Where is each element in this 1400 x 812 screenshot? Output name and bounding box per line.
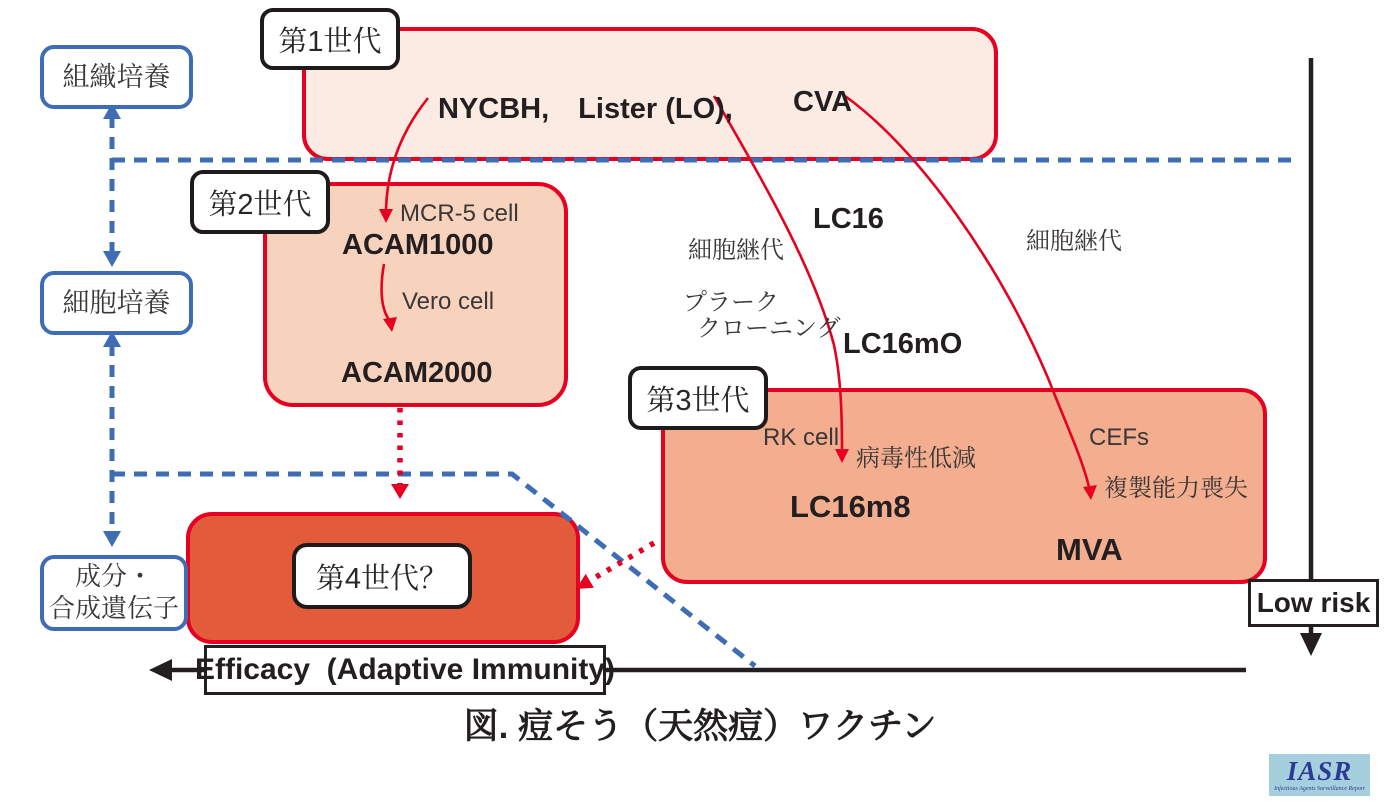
gen2-label	[190, 170, 330, 234]
gen4-label	[292, 543, 472, 609]
replication-loss-text: 複製能力喪失	[1104, 475, 1248, 502]
cell-passage-right-text: 細胞継代	[1026, 228, 1122, 255]
gen1-label-text: 第1世代	[278, 25, 382, 58]
tissue-culture-box	[40, 45, 193, 109]
arrowhead-left-icon	[149, 659, 172, 681]
efficacy-axis-text: Efficacy (Adaptive Immunity)	[194, 653, 616, 686]
cell-culture-text: 細胞培養	[62, 287, 171, 318]
component-line1: 成分・	[74, 561, 153, 592]
rk-cell-text: RK cell	[763, 424, 840, 451]
tissue-culture-text: 組織培養	[62, 61, 171, 92]
gen4-label-text: 第4世代？	[315, 562, 449, 595]
iasr-logo-text: IASR	[1286, 756, 1353, 786]
lc16mo-text: LC16mO	[843, 328, 963, 360]
gen3-label-text: 第3世代	[646, 384, 750, 417]
arrowhead-left-icon	[576, 574, 594, 589]
gen1-label	[260, 8, 400, 70]
iasr-logo	[1269, 754, 1370, 796]
component-line2: 合成遺伝子	[48, 593, 179, 623]
arrowhead-down-icon	[383, 317, 397, 332]
arrowhead-down-icon	[391, 484, 409, 499]
plaque-text-line2: クローニング	[697, 315, 841, 342]
diagram-title: 図. 痘そう（天然痘）ワクチン	[463, 707, 937, 746]
nycbh-to-acam1000-curve	[386, 98, 428, 210]
plaque-text-line1: プラーク	[683, 289, 779, 316]
arrowhead-down-icon	[1083, 485, 1097, 500]
cell-culture-box	[40, 271, 193, 335]
arrowhead-down-icon	[1300, 633, 1322, 656]
mcr5-cell-text: MCR-5 cell	[400, 200, 519, 227]
component-synthetic-gene-box	[40, 555, 188, 631]
arrowhead-down-icon	[103, 531, 121, 547]
efficacy-axis-label-box	[194, 645, 616, 695]
lc16m8-text: LC16m8	[790, 489, 911, 524]
cefs-text: CEFs	[1089, 424, 1149, 451]
low-risk-axis-text: Low risk	[1256, 587, 1371, 618]
arrowhead-down-icon	[103, 251, 121, 267]
acam2000-text: ACAM2000	[341, 357, 493, 389]
iasr-logo-subtext: Infectious Agents Surveillance Report	[1274, 786, 1365, 792]
acam1000-to-acam2000-arrow	[382, 264, 390, 321]
gen2-label-text: 第2世代	[208, 188, 312, 221]
lc16-text: LC16	[813, 203, 884, 235]
cva-to-mva-curve	[845, 96, 1089, 487]
gen1-strains-text: NYCBH, Lister (LO),	[438, 93, 733, 125]
vero-cell-text: Vero cell	[402, 288, 495, 315]
low-risk-axis-label-box	[1248, 579, 1379, 627]
acam1000-text: ACAM1000	[342, 229, 494, 261]
mva-text: MVA	[1056, 532, 1123, 567]
cell-passage-left-text: 細胞継代	[688, 237, 784, 264]
attenuation-text: 病毒性低減	[856, 445, 976, 472]
arrowhead-down-icon	[379, 209, 393, 223]
gen3-label	[628, 366, 768, 430]
gen1-cva-text: CVA	[793, 86, 853, 118]
